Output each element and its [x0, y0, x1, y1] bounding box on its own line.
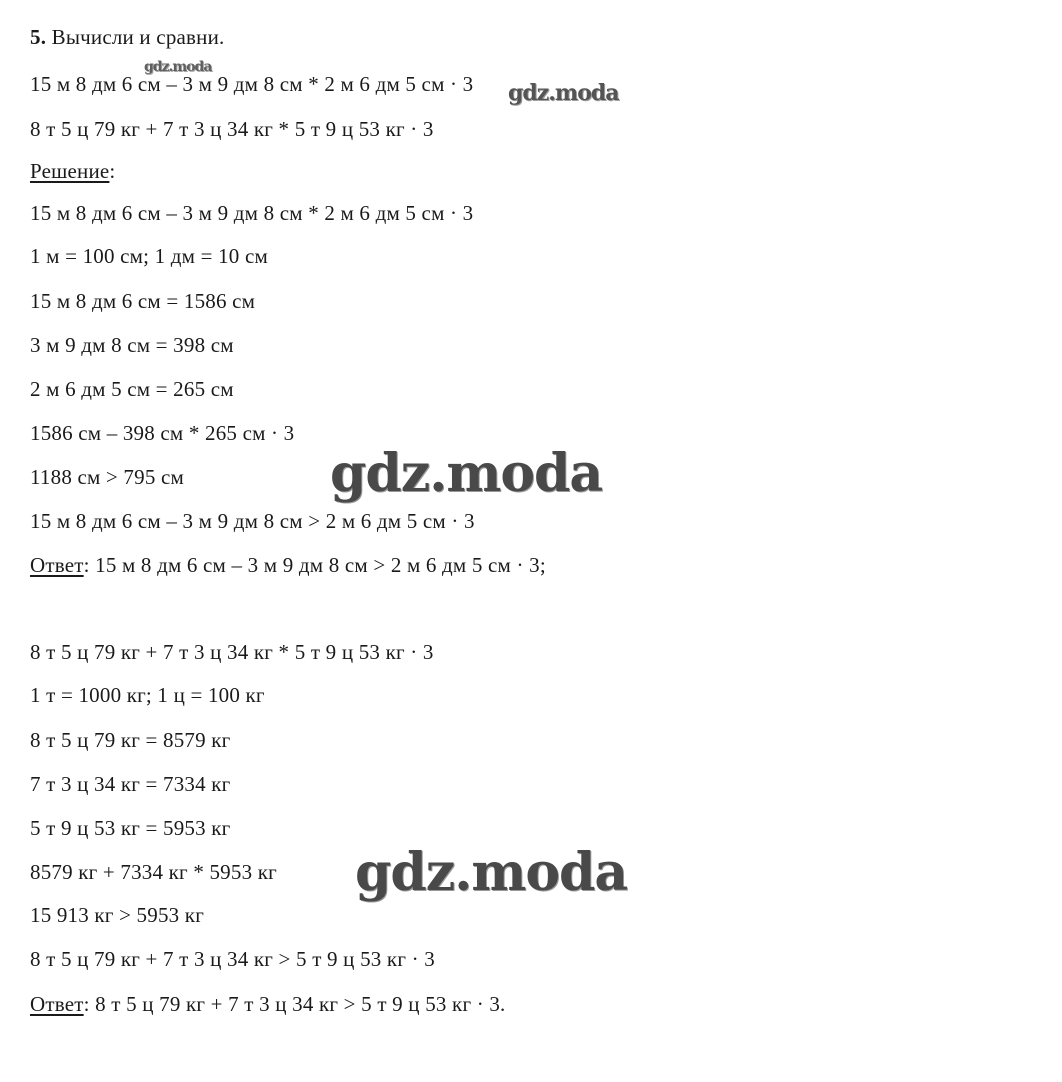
solution-line: 1 т = 1000 кг; 1 ц = 100 кг	[30, 683, 265, 707]
answer-label: Ответ	[30, 992, 84, 1016]
answer-2	[30, 991, 506, 1017]
solution-line: 8579 кг + 7334 кг * 5953 кг	[30, 860, 277, 884]
solution-line: 8 т 5 ц 79 кг + 7 т 3 ц 34 кг * 5 т 9 ц 53 кг · 3	[30, 640, 434, 664]
solution-line: 2 м 6 дм 5 см = 265 см	[30, 377, 234, 401]
solution-heading-colon: :	[109, 159, 116, 183]
solution-heading-label: Решение	[30, 159, 110, 183]
task-number: 5.	[30, 25, 47, 49]
expression-1: 15 м 8 дм 6 см – 3 м 9 дм 8 см * 2 м 6 дм 5 см · 3	[30, 72, 474, 96]
watermark-large-1: gdz.moda	[330, 443, 603, 504]
solution-line: 15 913 кг > 5953 кг	[30, 903, 205, 927]
watermark-medium: gdz.moda	[508, 80, 619, 106]
task-header	[30, 24, 225, 50]
solution-line: 1188 см > 795 см	[30, 465, 184, 489]
answer-label: Ответ	[30, 553, 84, 577]
solution-line: 8 т 5 ц 79 кг + 7 т 3 ц 34 кг > 5 т 9 ц 53 кг · 3	[30, 947, 435, 971]
task-title: Вычисли и сравни.	[51, 25, 225, 49]
solution-line: 8 т 5 ц 79 кг = 8579 кг	[30, 728, 231, 752]
solution-line: 3 м 9 дм 8 см = 398 см	[30, 333, 234, 357]
solution-line: 5 т 9 ц 53 кг = 5953 кг	[30, 816, 231, 840]
solution-line: 15 м 8 дм 6 см – 3 м 9 дм 8 см > 2 м 6 дм 5 см · 3	[30, 509, 475, 533]
answer-text: : 8 т 5 ц 79 кг + 7 т 3 ц 34 кг > 5 т 9 ц 53 кг · 3.	[83, 992, 506, 1016]
solution-line: 15 м 8 дм 6 см – 3 м 9 дм 8 см * 2 м 6 дм 5 см · 3	[30, 201, 474, 225]
solution-heading	[30, 158, 115, 184]
solution-line: 1 м = 100 см; 1 дм = 10 см	[30, 244, 268, 268]
answer-1	[30, 552, 546, 578]
watermark-large-2: gdz.moda	[355, 842, 628, 903]
watermark-small: gdz.moda	[144, 59, 212, 75]
solution-line: 7 т 3 ц 34 кг = 7334 кг	[30, 772, 231, 796]
expression-2: 8 т 5 ц 79 кг + 7 т 3 ц 34 кг * 5 т 9 ц 53 кг · 3	[30, 117, 434, 141]
solution-line: 15 м 8 дм 6 см = 1586 см	[30, 289, 256, 313]
answer-text: : 15 м 8 дм 6 см – 3 м 9 дм 8 см > 2 м 6 дм 5 см · 3;	[83, 553, 546, 577]
solution-line: 1586 см – 398 см * 265 см · 3	[30, 421, 295, 445]
